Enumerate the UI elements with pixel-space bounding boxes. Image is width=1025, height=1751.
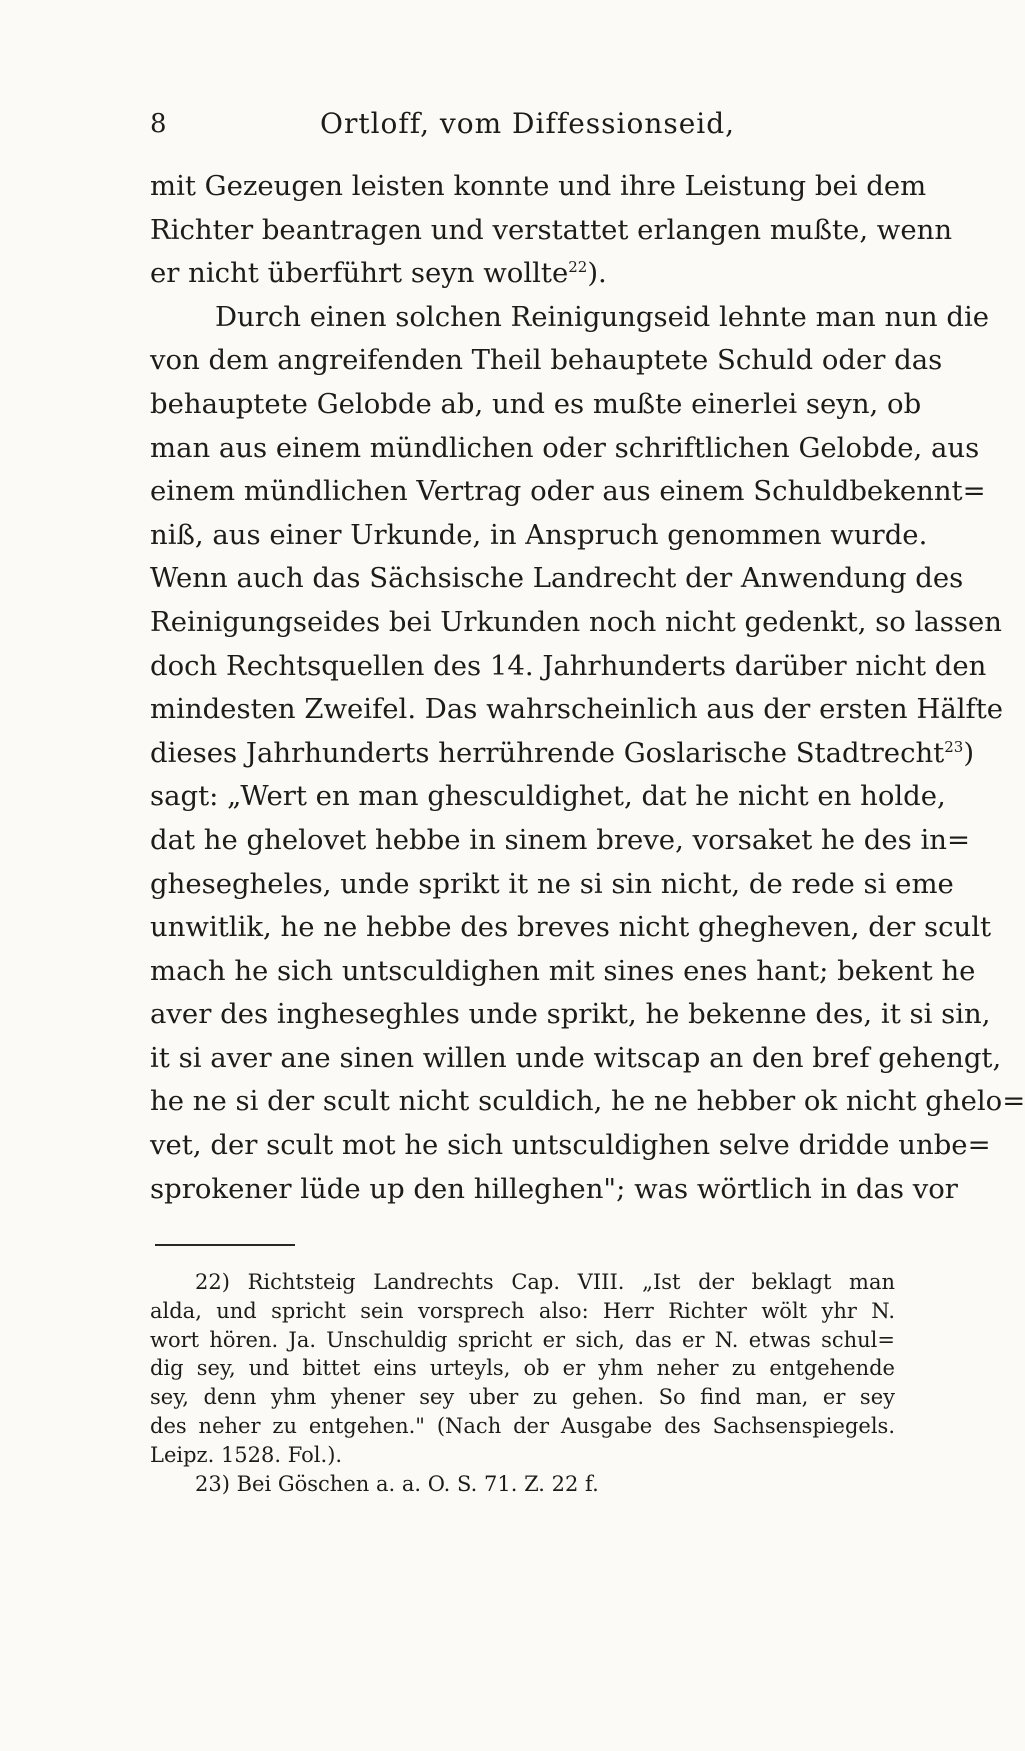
text-line: einem mündlichen Vertrag oder aus einem Schuldbekennt= [150, 475, 986, 508]
text-line: ghesegheles, unde sprikt it ne si sin nicht, de rede si eme [150, 867, 954, 900]
text-line: mindesten Zweifel. Das wahrscheinlich aus der ersten Hälfte [150, 693, 1004, 726]
text-line: he ne si der scult nicht sculdich, he ne hebber ok nicht ghelo= [150, 1085, 1025, 1118]
footnote-22-line: des neher zu entgehen." (Nach der Ausgabe des Sachsenspiegels. [150, 1413, 895, 1438]
footnotes [150, 1268, 895, 1498]
footnote-ref-23[interactable]: 23 [944, 737, 964, 756]
footnote-22-line: wort hören. Ja. Unschuldig spricht er sich, das er N. etwas schul= [150, 1327, 895, 1352]
text-line: mit Gezeugen leisten konnte und ihre Leistung bei dem [150, 170, 927, 202]
footnote-22-line: sey, denn yhm yhener sey uber zu gehen. So find man, er sey [150, 1385, 895, 1410]
footnote-22-line: dig sey, und bittet eins urteyls, ob er yhm neher zu entgehende [150, 1356, 895, 1381]
footnote-ref-close: ) [963, 736, 975, 769]
text-line: it si aver ane sinen willen unde witscap an den bref gehengt, [150, 1041, 1002, 1074]
text-line: mach he sich untsculdighen mit sines enes hant; bekent he [150, 954, 976, 987]
footnote-22-line: Leipz. 1528. Fol.). [150, 1442, 343, 1467]
footnote-ref-close: ). [587, 257, 607, 290]
text-line: sagt: „Wert en man ghesculdighet, dat he nicht en holde, [150, 780, 946, 813]
text-line: man aus einem mündlichen oder schriftlichen Gelobde, aus [150, 431, 980, 464]
footnote-23: 23) Bei Göschen a. a. O. S. 71. Z. 22 f. [195, 1471, 599, 1496]
text-line [150, 252, 885, 296]
text-line: Richter beantragen und verstattet erlangen mußte, wenn [150, 213, 953, 246]
text-line: Wenn auch das Sächsische Landrecht der Anwendung des [150, 562, 964, 595]
text-line: Reinigungseides bei Urkunden noch nicht gedenkt, so lassen [150, 605, 1002, 638]
text-line-content: dieses Jahrhunderts herrührende Goslarische Stadtrecht [150, 736, 945, 769]
footnote-ref-22[interactable]: 22 [568, 258, 588, 277]
text-line: von dem angreifenden Theil behauptete Schuld oder das [150, 344, 943, 377]
text-line: doch Rechtsquellen des 14. Jahrhunderts darüber nicht den [150, 649, 987, 682]
text-line: aver des ingheseghles unde sprikt, he bekenne des, it si sin, [150, 998, 991, 1031]
text-line: vet, der scult mot he sich untsculdighen selve dridde unbe= [150, 1129, 991, 1162]
text-line: niß, aus einer Urkunde, in Anspruch genommen wurde. [150, 518, 928, 551]
footnote-22-line: 22) Richtsteig Landrechts Cap. VIII. „Ist der beklagt man [195, 1270, 895, 1294]
main-text [150, 165, 1025, 1211]
text-line: sprokener lüde up den hilleghen"; was wörtlich in das vor [150, 1172, 958, 1205]
text-line-content: er nicht überführt seyn wollte [150, 257, 569, 290]
running-title: Ortloff, vom Diffessionseid, [320, 107, 736, 140]
text-line: dat he ghelovet hebbe in sinem breve, vorsaket he des in= [150, 823, 971, 856]
footnote-22-line: alda, und spricht sein vorsprech also: Herr Richter wölt yhr N. [150, 1298, 895, 1323]
text-line: unwitlik, he ne hebbe des breves nicht ghegheven, der scult [150, 911, 992, 944]
page-number: 8 [150, 109, 167, 139]
text-line: behauptete Gelobde ab, und es mußte einerlei seyn, ob [150, 387, 922, 420]
text-line [150, 732, 975, 776]
page-header [150, 104, 885, 144]
footnote-divider [155, 1244, 295, 1246]
text-line: Durch einen solchen Reinigungseid lehnte man nun die [215, 300, 990, 333]
